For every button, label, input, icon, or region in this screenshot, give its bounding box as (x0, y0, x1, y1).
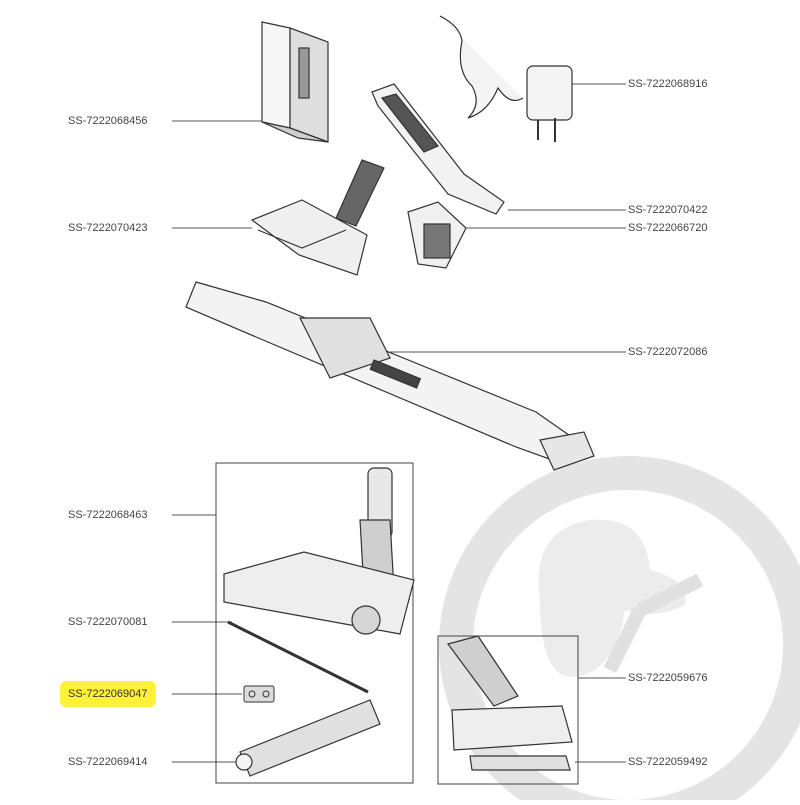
brush-roll (236, 700, 380, 776)
motorized-nozzle (224, 468, 414, 634)
extension-tube (186, 282, 594, 470)
label-part-72086: SS-7222072086 (628, 346, 708, 358)
label-part-69047-highlighted: SS-7222069047 (60, 681, 156, 707)
mini-brush-roll (470, 756, 570, 770)
label-part-69414: SS-7222069414 (68, 756, 148, 768)
label-part-68463: SS-7222068463 (68, 509, 148, 521)
label-part-68456: SS-7222068456 (68, 115, 148, 127)
parquet-nozzle (252, 160, 384, 275)
label-part-59492: SS-7222059492 (628, 756, 708, 768)
battery-cover (262, 22, 328, 142)
label-part-68916: SS-7222068916 (628, 78, 708, 90)
label-part-70423: SS-7222070423 (68, 222, 148, 234)
charger (440, 16, 572, 142)
clips (244, 686, 274, 702)
label-part-70081: SS-7222070081 (68, 616, 148, 628)
seal-strip (228, 622, 368, 692)
dusting-brush (408, 202, 466, 268)
label-part-66720: SS-7222066720 (628, 222, 708, 234)
label-part-59676: SS-7222059676 (628, 672, 708, 684)
label-part-70422: SS-7222070422 (628, 204, 708, 216)
